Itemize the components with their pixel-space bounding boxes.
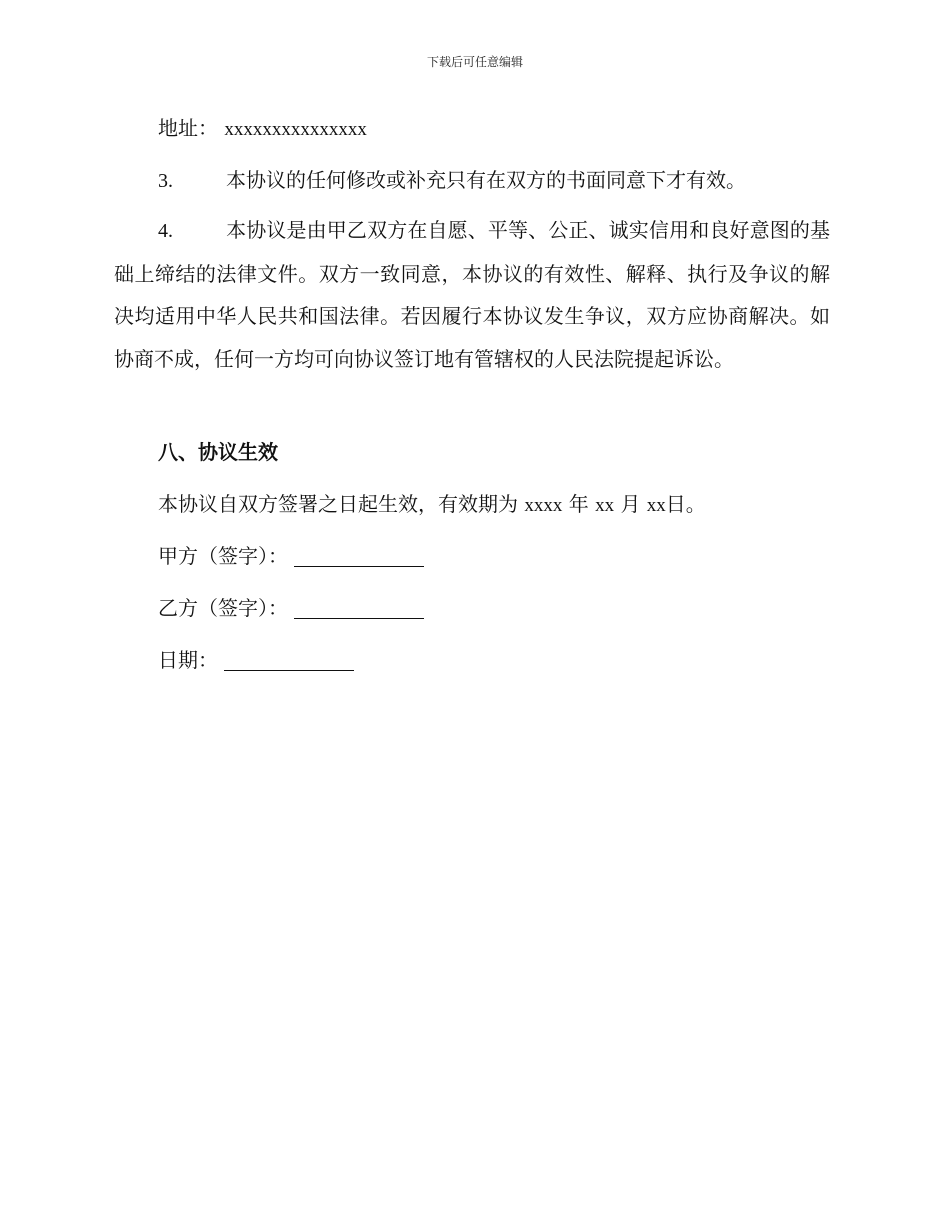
date-signature [158,647,354,673]
party-b-blank[interactable] [294,596,424,619]
clause-3-text: 本协议的任何修改或补充只有在双方的书面同意下才有效。 [226,168,746,192]
clause-4-number: 4. [158,220,173,242]
address-label: 地址： [158,116,218,140]
address-line [158,115,367,143]
effective-year: xxxx [524,495,563,516]
date-label: 日期： [158,648,218,672]
effective-line [158,491,706,519]
clause-4-text: 本协议是由甲乙双方在自愿、平等、公正、诚实信用和良好意图的基础上缔结的法律文件。双方一致同意，本协议的有效性、解释、执行及争议的解决均适用中华人民共和国法律。若因履行本协议发生争议，双方应协商解决。如协商不成，任何一方均可向协议签订地有管辖权的人民法院提起诉讼。 [114,218,830,371]
effective-month: xx [595,495,615,516]
clause-4 [114,209,830,380]
clause-3-number: 3. [158,170,173,192]
year-char: 年 [568,492,589,516]
date-blank[interactable] [224,648,354,671]
address-value: xxxxxxxxxxxxxxx [224,119,367,140]
section-8-heading: 八、协议生效 [158,440,278,464]
page-header: 下载后可任意编辑 [426,55,523,69]
party-b-signature [158,595,424,621]
party-b-label: 乙方（签字）： [158,596,288,620]
effective-day: xx [646,495,666,516]
day-char: 日。 [665,492,706,516]
party-a-signature [158,543,424,569]
party-a-label: 甲方（签字）： [158,544,288,568]
effective-text: 本协议自双方签署之日起生效，有效期为 [158,492,518,516]
party-a-blank[interactable] [294,544,424,567]
clause-3 [158,167,746,194]
month-char: 月 [620,492,641,516]
